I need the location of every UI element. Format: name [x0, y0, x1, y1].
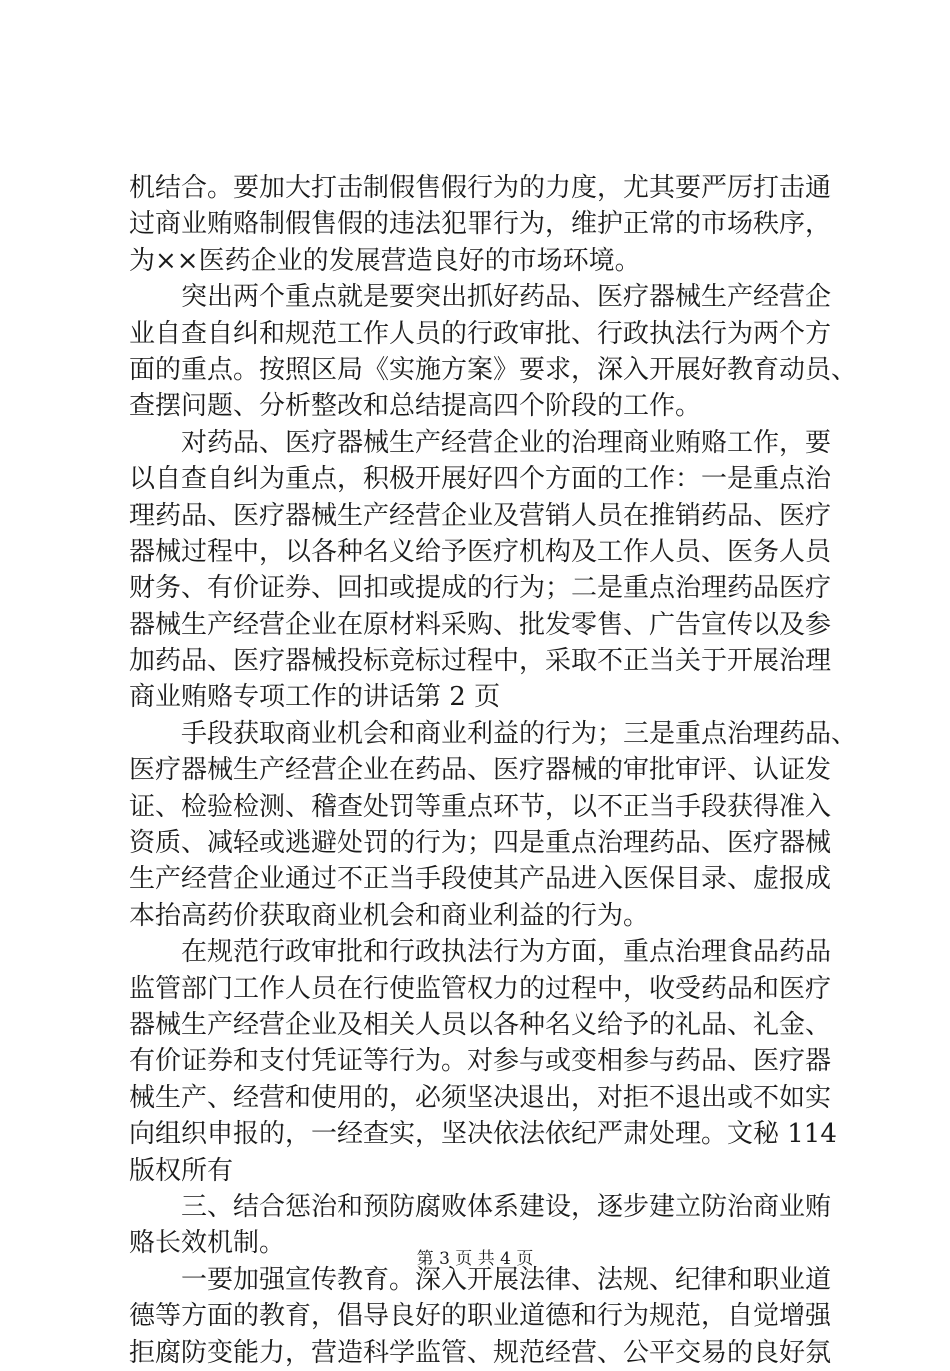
text-line: 在规范行政审批和行政执法行为方面，重点治理食品药品 — [181, 937, 832, 968]
text-line: 三、结合惩治和预防腐败体系建设，逐步建立防治商业贿 — [181, 1191, 832, 1222]
text-line: 医疗器械生产经营企业在药品、医疗器械的审批审评、认证发 — [129, 755, 832, 786]
text-line: 对药品、医疗器械生产经营企业的治理商业贿赂工作，要 — [181, 427, 832, 458]
text-line: 业自查自纠和规范工作人员的行政审批、行政执法行为两个方 — [129, 318, 832, 349]
text-line: 商业贿赂专项工作的讲话第 2 页 — [129, 682, 501, 713]
text-line: 理药品、医疗器械生产经营企业及营销人员在推销药品、医疗 — [129, 500, 832, 531]
text-line: 手段获取商业机会和商业利益的行为；三是重点治理药品、 — [181, 718, 858, 749]
text-line: 财务、有价证券、回扣或提成的行为；二是重点治理药品医疗 — [129, 573, 832, 604]
text-line: 面的重点。按照区局《实施方案》要求，深入开展好教育动员、 — [129, 354, 858, 385]
text-line: 突出两个重点就是要突出抓好药品、医疗器械生产经营企 — [181, 282, 832, 313]
text-line: 以自查自纠为重点，积极开展好四个方面的工作：一是重点治 — [129, 464, 832, 495]
text-line: 器械生产经营企业及相关人员以各种名义给予的礼品、礼金、 — [129, 1009, 832, 1040]
text-line: 生产经营企业通过不正当手段使其产品进入医保目录、虚报成 — [129, 864, 832, 895]
text-line: 版权所有 — [129, 1155, 234, 1186]
page-footer: 第 3 页 共 4 页 — [416, 1249, 534, 1269]
text-line: 械生产、经营和使用的，必须坚决退出，对拒不退出或不如实 — [129, 1082, 832, 1113]
text-line: 机结合。要加大打击制假售假行为的力度，尤其要严厉打击通 — [129, 173, 832, 203]
text-line: 一要加强宣传教育。深入开展法律、法规、纪律和职业道 — [181, 1264, 832, 1295]
text-line: 为××医药企业的发展营造良好的市场环境。 — [129, 245, 641, 276]
text-line: 查摆问题、分析整改和总结提高四个阶段的工作。 — [129, 391, 702, 422]
text-line: 赂长效机制。 — [129, 1228, 286, 1259]
text-line: 器械过程中，以各种名义给予医疗机构及工作人员、医务人员 — [129, 536, 832, 567]
text-line: 资质、减轻或逃避处罚的行为；四是重点治理药品、医疗器械 — [129, 828, 832, 859]
text-line: 过商业贿赂制假售假的违法犯罪行为，维护正常的市场秩序， — [129, 209, 832, 240]
text-line: 拒腐防变能力，营造科学监管、规范经营、公平交易的良好氛 — [129, 1337, 832, 1368]
text-line: 向组织申报的，一经查实，坚决依法依纪严肃处理。文秘 114 — [129, 1119, 837, 1150]
text-line: 本抬高药价获取商业机会和商业利益的行为。 — [129, 900, 650, 931]
text-line: 德等方面的教育，倡导良好的职业道德和行为规范，自觉增强 — [129, 1301, 832, 1332]
text-line: 器械生产经营企业在原材料采购、批发零售、广告宣传以及参 — [129, 609, 832, 640]
text-line: 监管部门工作人员在行使监管权力的过程中，收受药品和医疗 — [129, 973, 832, 1004]
text-line: 证、检验检测、稽查处罚等重点环节，以不正当手段获得准入 — [129, 791, 832, 822]
text-line: 有价证券和支付凭证等行为。对参与或变相参与药品、医疗器 — [129, 1046, 832, 1077]
text-line: 加药品、医疗器械投标竞标过程中，采取不正当关于开展治理 — [129, 646, 832, 677]
document-body — [129, 170, 858, 1371]
